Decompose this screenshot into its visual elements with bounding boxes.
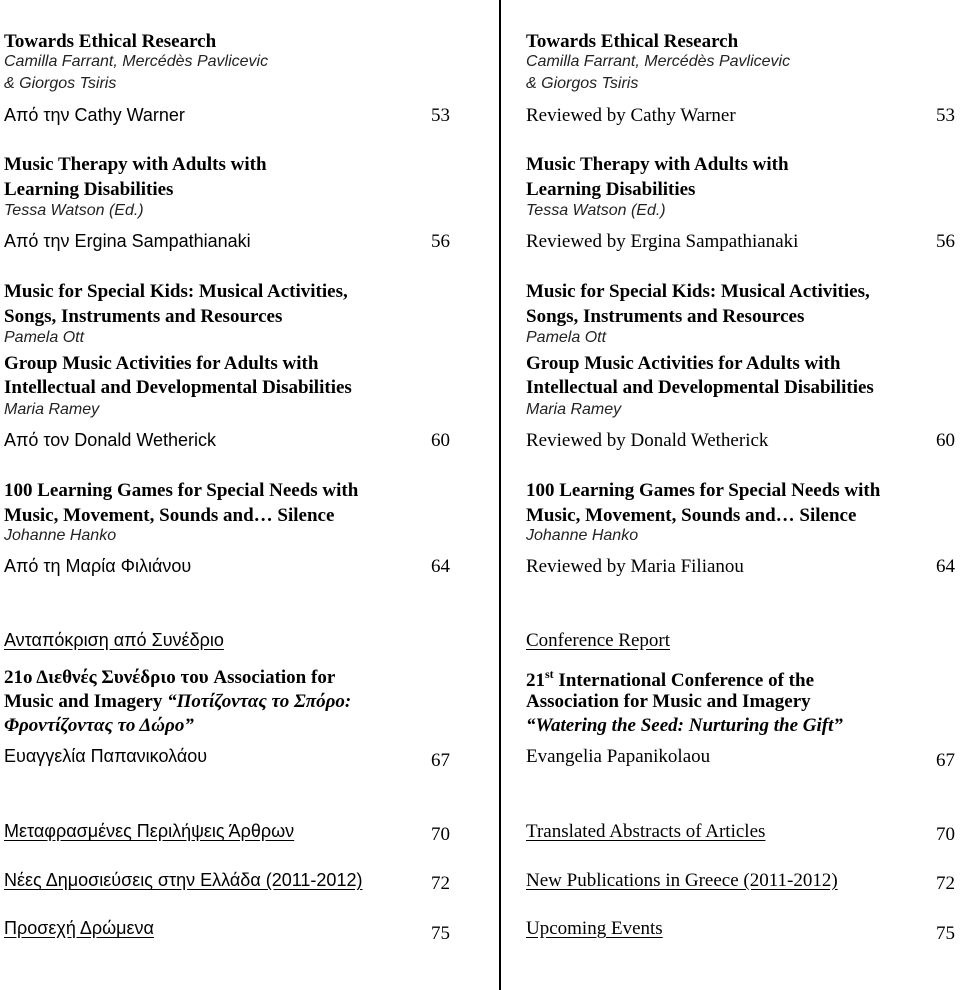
review1-reviewer: Reviewed by Cathy Warner [526, 105, 736, 126]
review3-author: Pamela Ott [526, 329, 607, 346]
link-new-publications[interactable]: Νέες Δημοσιεύσεις στην Ελλάδα (2011-2012) [4, 870, 363, 890]
review4-page: 64 [936, 556, 955, 577]
conference-author: Ευαγγελία Παπανικολάου [4, 746, 208, 766]
review2-title: Music Therapy with Adults with [526, 154, 789, 175]
conference-title-cont: Association for Music and Imagery [526, 691, 811, 712]
link-new-publications-page: 72 [936, 873, 955, 894]
review4-author: Johanne Hanko [526, 527, 639, 544]
review2-author: Tessa Watson (Ed.) [526, 202, 666, 219]
review2-author: Tessa Watson (Ed.) [4, 202, 144, 219]
link-translated-abstracts[interactable]: Translated Abstracts of Articles [526, 821, 766, 842]
conference-title-cont [4, 692, 351, 711]
review1-authors-cont: & Giorgos Tsiris [526, 75, 639, 92]
review1-reviewer: Από την Cathy Warner [4, 105, 185, 125]
conference-title-number: 21 [526, 670, 545, 691]
review2-reviewer: Από την Ergina Sampathianaki [4, 231, 251, 251]
review2-title-cont: Learning Disabilities [526, 179, 696, 200]
column-divider [499, 0, 501, 990]
review3-title-cont: Songs, Instruments and Resources [4, 306, 283, 327]
conference-page: 67 [936, 750, 955, 771]
review4-page: 64 [431, 556, 450, 577]
link-new-publications-page: 72 [431, 873, 450, 894]
review2-page: 56 [431, 231, 450, 252]
review2-page: 56 [936, 231, 955, 252]
review1-page: 53 [936, 105, 955, 126]
review1-authors-cont: & Giorgos Tsiris [4, 75, 117, 92]
review1-page: 53 [431, 105, 450, 126]
link-upcoming-events[interactable]: Upcoming Events [526, 918, 663, 939]
link-upcoming-events-page: 75 [936, 923, 955, 944]
conference-heading[interactable]: Ανταπόκριση από Συνέδριο [4, 630, 224, 650]
conference-page: 67 [431, 750, 450, 771]
link-upcoming-events-page: 75 [431, 923, 450, 944]
review3-title: Music for Special Kids: Musical Activities, [526, 281, 870, 302]
conference-title-italic: “Watering the Seed: Nurturing the Gift” [526, 715, 843, 736]
link-new-publications[interactable]: New Publications in Greece (2011-2012) [526, 870, 838, 891]
link-translated-abstracts-page: 70 [936, 824, 955, 845]
review4-reviewer: Reviewed by Maria Filianou [526, 556, 744, 577]
review3-title2: Group Music Activities for Adults with [4, 353, 319, 374]
review4-title: 100 Learning Games for Special Needs with [4, 480, 359, 501]
review4-title-cont: Music, Movement, Sounds and… Silence [4, 505, 335, 526]
review3-author: Pamela Ott [4, 329, 85, 346]
review4-title-cont: Music, Movement, Sounds and… Silence [526, 505, 857, 526]
review1-title: Towards Ethical Research [4, 31, 217, 52]
review3-author2: Maria Ramey [4, 401, 100, 418]
conference-title-rest: International Conference of the [553, 670, 815, 691]
review3-title: Music for Special Kids: Musical Activities, [4, 281, 348, 302]
conference-heading[interactable]: Conference Report [526, 630, 671, 651]
conference-title-ordinal: st [545, 667, 554, 681]
review3-title-cont: Songs, Instruments and Resources [526, 306, 805, 327]
review3-reviewer: Από τον Donald Wetherick [4, 430, 217, 450]
review3-page: 60 [936, 430, 955, 451]
review3-title2-cont: Intellectual and Developmental Disabilities [526, 377, 874, 398]
review4-author: Johanne Hanko [4, 527, 117, 544]
conference-author: Evangelia Papanikolaou [526, 746, 711, 767]
review3-reviewer: Reviewed by Donald Wetherick [526, 430, 769, 451]
review2-reviewer: Reviewed by Ergina Sampathianaki [526, 231, 799, 252]
review1-authors: Camilla Farrant, Mercédès Pavlicevic [4, 53, 269, 70]
review3-title2: Group Music Activities for Adults with [526, 353, 841, 374]
conference-title [526, 668, 814, 690]
review1-authors: Camilla Farrant, Mercédès Pavlicevic [526, 53, 791, 70]
link-upcoming-events[interactable]: Προσεχή Δρώμενα [4, 918, 154, 938]
review4-title: 100 Learning Games for Special Needs with [526, 480, 881, 501]
conference-title-part: Music and Imagery [4, 691, 163, 712]
conference-title-italic-cont: Φροντίζοντας το Δώρο” [4, 715, 194, 736]
link-translated-abstracts-page: 70 [431, 824, 450, 845]
review3-page: 60 [431, 430, 450, 451]
review4-reviewer: Από τη Μαρία Φιλιάνου [4, 556, 192, 576]
conference-title: 21ο Διεθνές Συνέδριο του Association for [4, 667, 336, 688]
review3-title2-cont: Intellectual and Developmental Disabilities [4, 377, 352, 398]
review1-title: Towards Ethical Research [526, 31, 739, 52]
link-translated-abstracts[interactable]: Μεταφρασμένες Περιλήψεις Άρθρων [4, 821, 295, 841]
review2-title: Music Therapy with Adults with [4, 154, 267, 175]
review3-author2: Maria Ramey [526, 401, 622, 418]
conference-title-italic: “Ποτίζοντας το Σπόρο: [167, 691, 352, 712]
review2-title-cont: Learning Disabilities [4, 179, 174, 200]
